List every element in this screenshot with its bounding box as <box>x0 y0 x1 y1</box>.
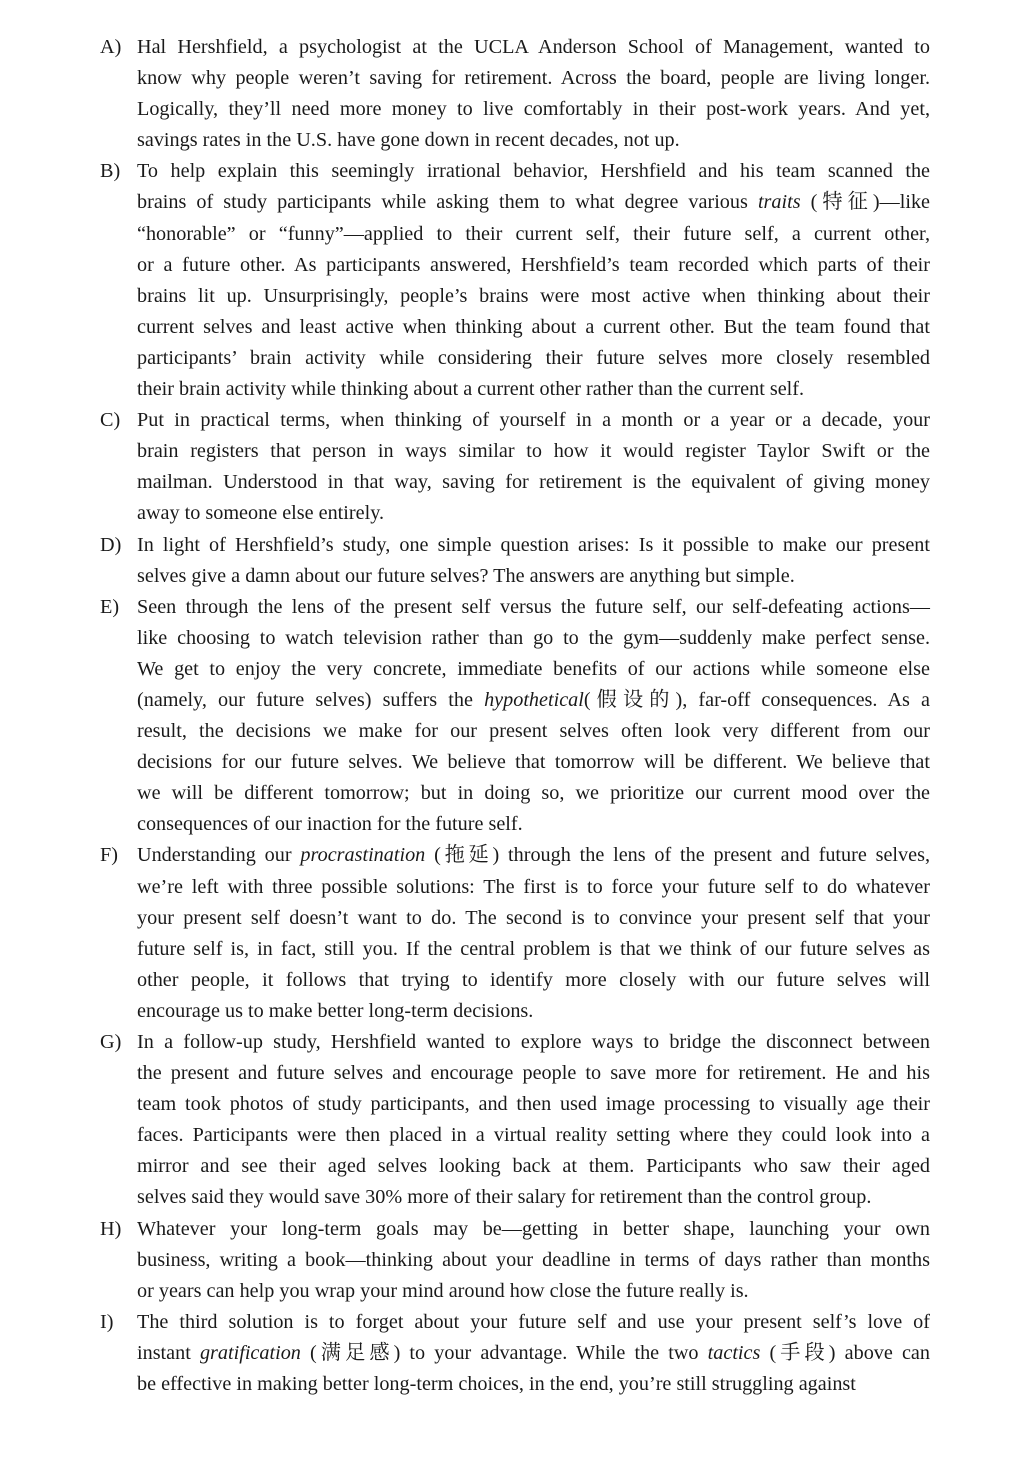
paragraph-label: F) <box>100 844 118 867</box>
italic-term: hypothetical <box>484 688 584 711</box>
italic-term: procrastination <box>300 844 426 867</box>
paragraph-text <box>137 1307 930 1400</box>
text-line: we will be different tomorrow; but in doing so, we prioritize our current mood over the <box>137 782 930 805</box>
paragraph-text <box>137 1027 930 1214</box>
paragraph-e <box>100 592 930 841</box>
paragraph-label: G) <box>100 1031 122 1053</box>
text-line: instant gratification (满足感) to your advantage. While the two tactics (手段) above can <box>137 1341 930 1364</box>
text-line: decisions for our future selves. We believe that tomorrow will be different. We believe that <box>137 751 930 774</box>
text-line: In light of Hershfield’s study, one simple question arises: Is it possible to make our present <box>137 533 930 556</box>
paragraph-d <box>100 530 930 592</box>
paragraph-text <box>137 1214 930 1307</box>
paragraph-text <box>137 840 930 1027</box>
text-line: team took photos of study participants, and then used image processing to visually age their <box>137 1093 930 1116</box>
paragraph-label: A) <box>100 36 122 58</box>
text-line: or a future other. As participants answered, Hershfield’s team recorded which parts of their <box>137 253 930 276</box>
document-page <box>100 32 930 1400</box>
text-line: or years can help you wrap your mind around how close the future really is. <box>137 1279 749 1302</box>
text-line: future self is, in fact, still you. If the central problem is that we think of our future selves as <box>137 937 930 960</box>
paragraph-text <box>137 156 930 405</box>
paragraph-b <box>100 156 930 405</box>
text-line: The third solution is to forget about your future self and use your present self’s love of <box>137 1310 930 1333</box>
text-line: we’re left with three possible solutions: The first is to force your future self to do whatever <box>137 875 930 898</box>
text-line: To help explain this seemingly irrational behavior, Hershfield and his team scanned the <box>137 160 930 183</box>
italic-term: gratification <box>199 1341 301 1364</box>
text-line: encourage us to make better long-term decisions. <box>137 999 534 1022</box>
text-line: (namely, our future selves) suffers the hypothetical(假设的), far-off consequences. As a <box>137 688 931 711</box>
paragraph-label: C) <box>100 409 121 432</box>
paragraph-label: D) <box>100 533 122 556</box>
text-line: like choosing to watch television rather than go to the gym—suddenly make perfect sense. <box>137 626 930 649</box>
text-line: Hal Hershfield, a psychologist at the UCLA Anderson School of Management, wanted to <box>137 36 930 58</box>
text-line: be effective in making better long-term choices, in the end, you’re still struggling against <box>137 1373 856 1396</box>
text-line: the present and future selves and encourage people to save more for retirement. He and his <box>137 1062 930 1085</box>
paragraph-c <box>100 405 930 529</box>
italic-term: traits <box>757 191 801 214</box>
text-line: other people, it follows that trying to identify more closely with our future selves will <box>137 968 930 991</box>
text-line: Understanding our procrastination (拖延) through the lens of the present and future selves, <box>137 844 930 867</box>
text-line: away to someone else entirely. <box>137 502 385 525</box>
text-line: brains lit up. Unsurprisingly, people’s brains were most active when thinking about their <box>137 284 930 307</box>
text-line: business, writing a book—thinking about your deadline in terms of days rather than months <box>137 1248 930 1271</box>
paragraph-label: E) <box>100 595 120 618</box>
text-line: Whatever your long-term goals may be—getting in better shape, launching your own <box>137 1217 930 1240</box>
paragraph-label: B) <box>100 160 121 183</box>
text-line: selves give a damn about our future selves? The answers are anything but simple. <box>137 564 795 587</box>
paragraph-text <box>137 32 930 156</box>
paragraph-text <box>137 530 930 592</box>
paragraph-text <box>137 405 930 529</box>
text-line: Put in practical terms, when thinking of yourself in a month or a year or a decade, your <box>137 409 930 432</box>
text-line: Seen through the lens of the present self versus the future self, our self-defeating actions— <box>137 595 930 618</box>
text-line: brain registers that person in ways similar to how it would register Taylor Swift or the <box>137 440 930 463</box>
paragraph-text <box>137 592 930 841</box>
text-line: selves said they would save 30% more of their salary for retirement than the control group. <box>137 1186 872 1209</box>
paragraph-h <box>100 1214 930 1307</box>
text-line: brains of study participants while asking them to what degree various traits (特征)—like <box>137 191 930 214</box>
text-line: In a follow-up study, Hershfield wanted to explore ways to bridge the disconnect between <box>137 1031 930 1053</box>
paragraph-label: I) <box>100 1310 114 1333</box>
text-line: their brain activity while thinking about a current other rather than the current self. <box>137 378 805 401</box>
text-line: current selves and least active when thinking about a current other. But the team found that <box>137 315 930 338</box>
text-line: savings rates in the U.S. have gone down in recent decades, not up. <box>137 129 680 152</box>
text-line: “honorable” or “funny”—applied to their current self, their future self, a current other, <box>137 222 930 245</box>
italic-term: tactics <box>707 1341 761 1364</box>
text-line: result, the decisions we make for our present selves often look very different from our <box>137 720 930 743</box>
text-line: consequences of our inaction for the future self. <box>137 813 523 836</box>
text-line: participants’ brain activity while considering their future selves more closely resembled <box>137 346 930 369</box>
text-line: know why people weren’t saving for retirement. Across the board, people are living longer. <box>137 67 930 90</box>
paragraph-i <box>100 1307 930 1400</box>
paragraph-label: H) <box>100 1217 122 1240</box>
text-line: Logically, they’ll need more money to live comfortably in their post-work years. And yet, <box>137 98 930 121</box>
text-line: mailman. Understood in that way, saving for retirement is the equivalent of giving money <box>137 471 930 494</box>
paragraph-f <box>100 840 930 1027</box>
paragraph-a <box>100 32 930 156</box>
paragraph-g <box>100 1027 930 1214</box>
text-line: your present self doesn’t want to do. The second is to convince your present self that your <box>137 906 930 929</box>
text-line: mirror and see their aged selves looking back at them. Participants who saw their aged <box>137 1155 930 1178</box>
text-line: We get to enjoy the very concrete, immediate benefits of our actions while someone else <box>137 657 930 680</box>
text-line: faces. Participants were then placed in a virtual reality setting where they could look into a <box>137 1124 930 1147</box>
